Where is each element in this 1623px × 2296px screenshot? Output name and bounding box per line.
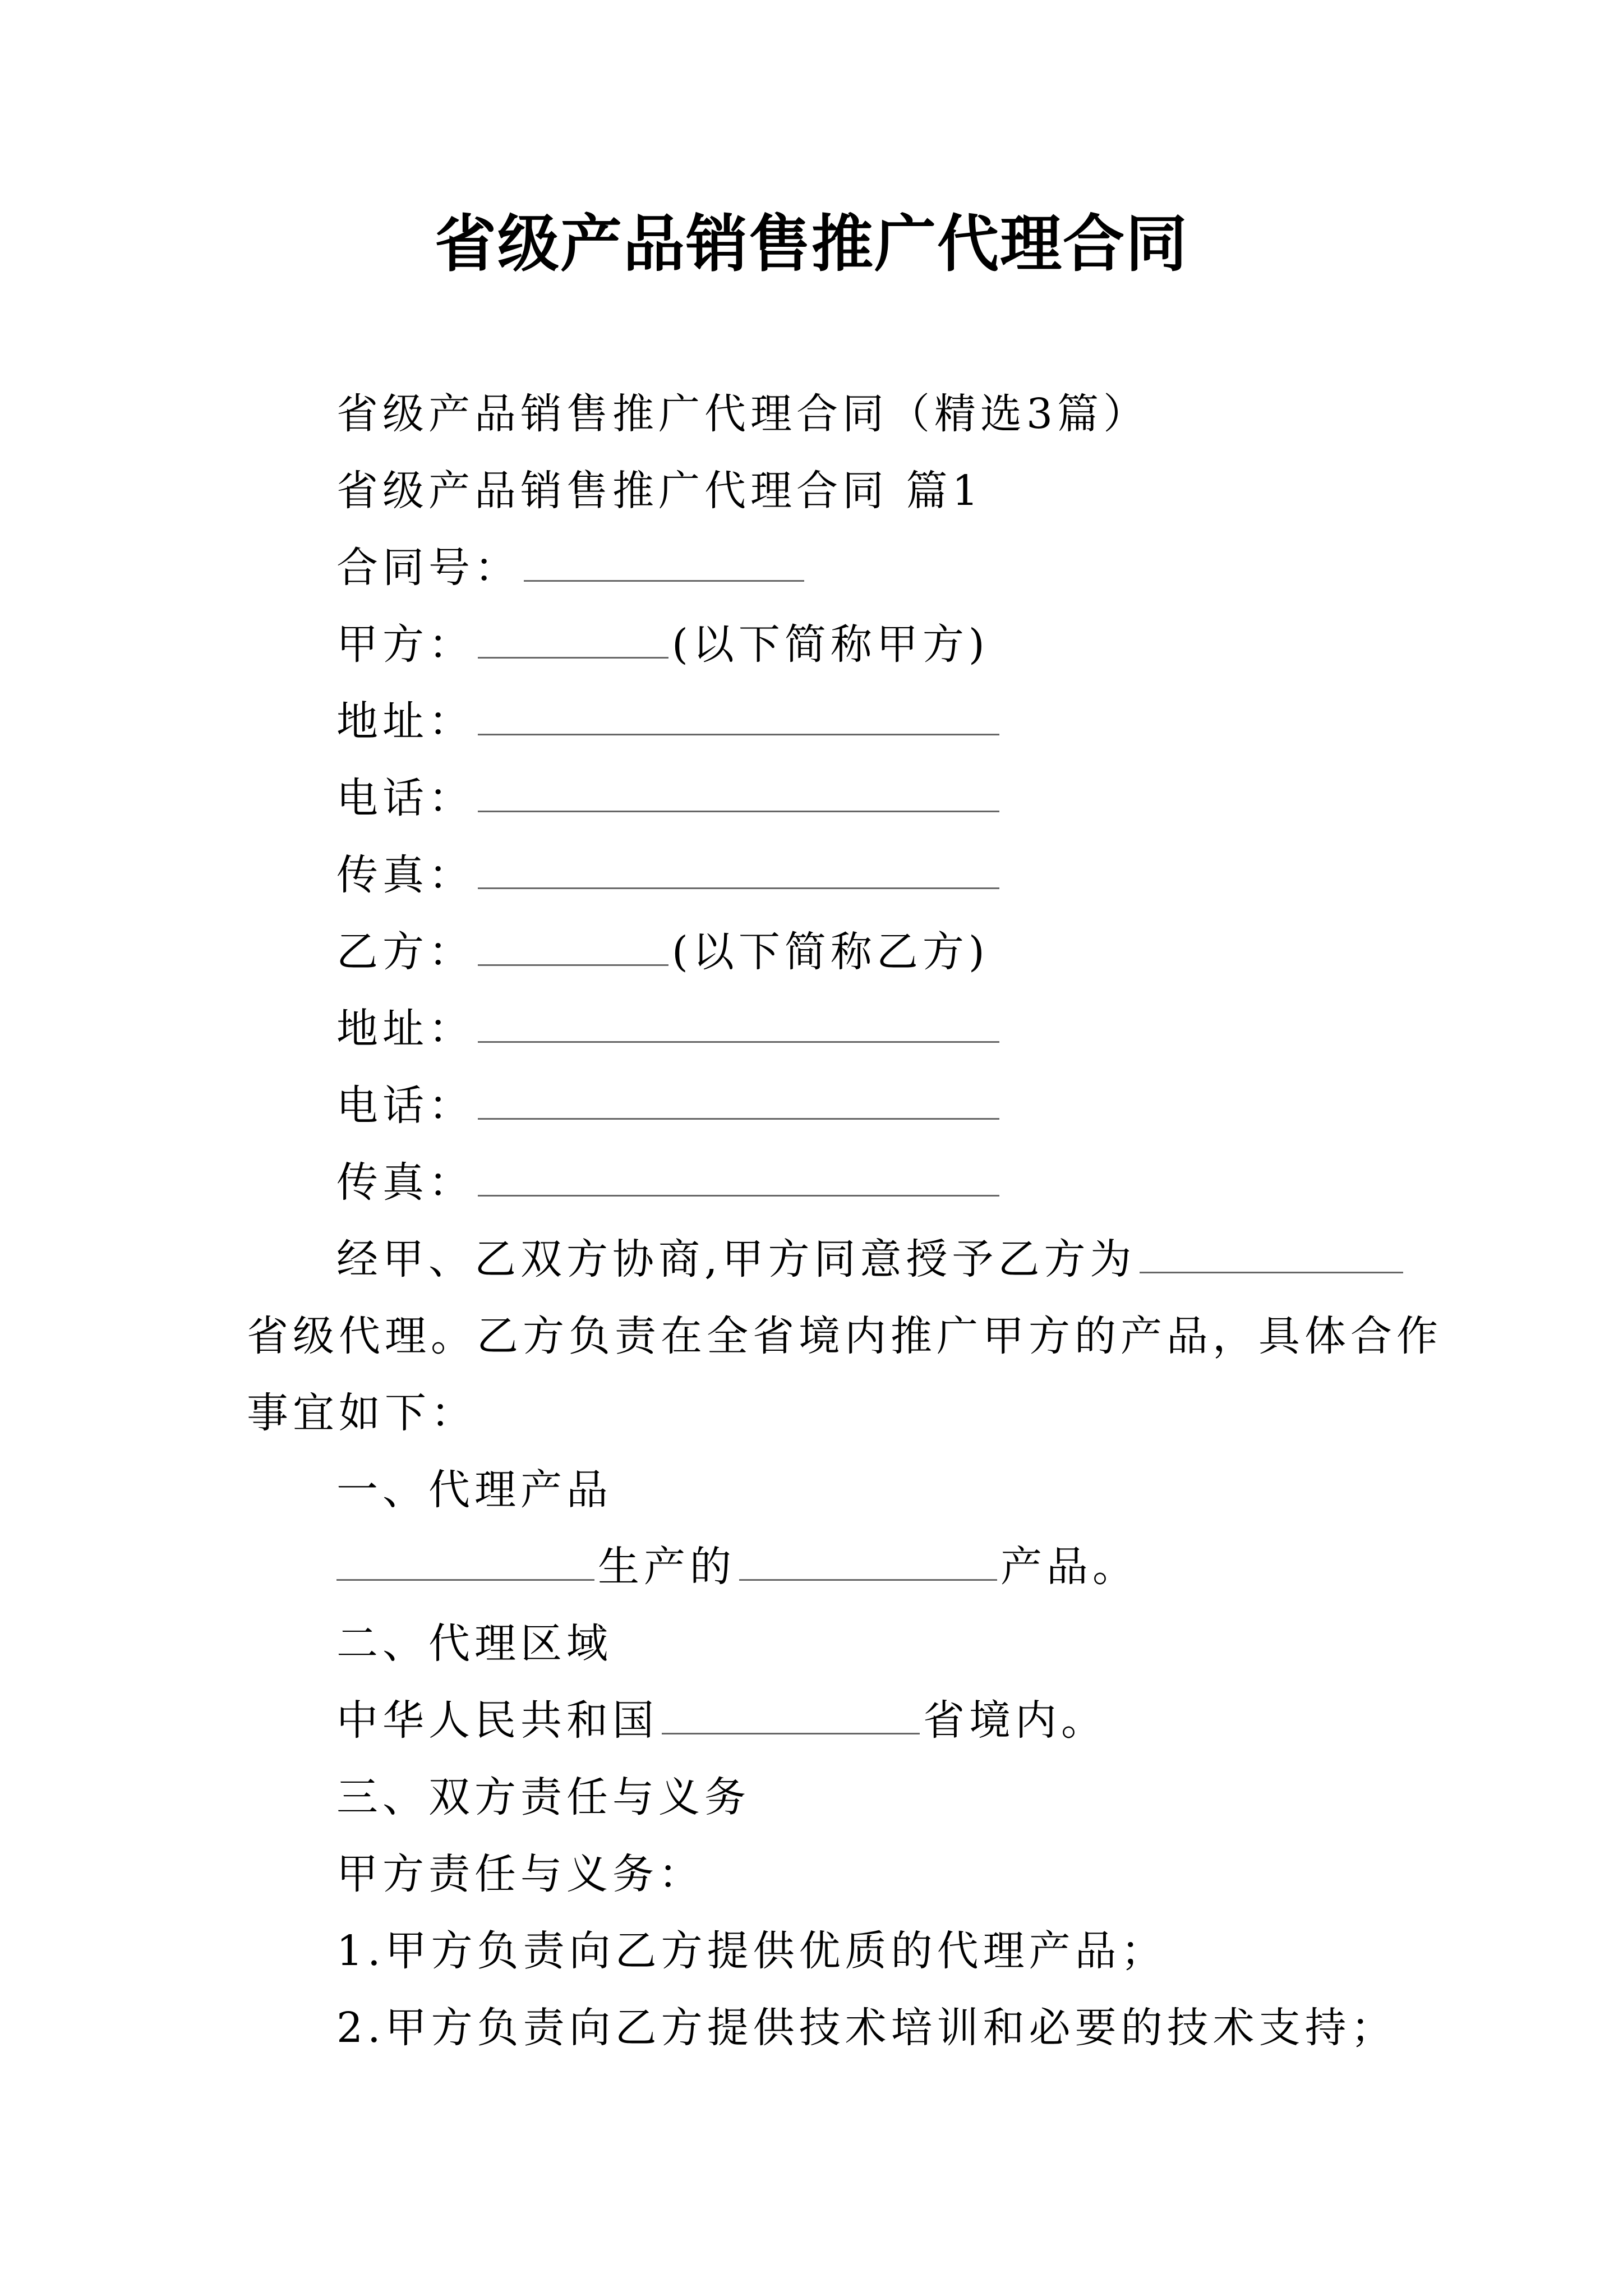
section-3-heading: 三、双方责任与义务 (336, 1773, 750, 1821)
party-a-blank (478, 618, 668, 659)
party-a-phone-line (336, 770, 1003, 826)
party-a-phone-blank (478, 771, 999, 812)
section-1-text-b: 产品。 (1000, 1543, 1138, 1591)
party-a-line (336, 616, 989, 673)
party-b-phone-line (336, 1078, 1003, 1134)
party-b-fax-label: 传真： (336, 1158, 474, 1207)
party-b-fax-line (336, 1154, 1003, 1211)
section-3-item-2: 2.甲方负责向乙方提供技术培训和必要的技术支持； (336, 2004, 1397, 2052)
province-blank (662, 1694, 920, 1734)
contract-no-line (336, 540, 808, 596)
party-a-suffix: (以下简称甲方) (672, 620, 989, 669)
part-heading: 省级产品销售推广代理合同 篇1 (336, 467, 983, 515)
party-a-label: 甲方： (336, 620, 474, 669)
party-b-address-line (336, 1001, 1003, 1057)
document-title: 省级产品销售推广代理合同 (435, 208, 1188, 280)
party-a-phone-label: 电话： (336, 774, 474, 822)
intro-line-3: 事宜如下： (247, 1389, 477, 1437)
intro-text-1: 经甲、乙双方协商,甲方同意授予乙方为 (336, 1235, 1136, 1283)
contract-no-label: 合同号： (336, 544, 520, 592)
party-b-phone-label: 电话： (336, 1082, 474, 1130)
section-1-body (336, 1539, 1138, 1595)
party-a-fax-label: 传真： (336, 851, 474, 899)
intro-line-1 (336, 1231, 1407, 1287)
product-blank (739, 1540, 997, 1581)
party-b-address-blank (478, 1002, 999, 1043)
party-b-phone-blank (478, 1079, 999, 1120)
party-b-line (336, 924, 989, 980)
party-a-address-label: 地址： (336, 697, 474, 746)
section-3-subheading: 甲方责任与义务： (336, 1850, 704, 1898)
section-1-heading: 一、代理产品 (336, 1466, 612, 1514)
intro-line-2: 省级代理。乙方负责在全省境内推广甲方的产品，具体合作 (247, 1312, 1442, 1360)
section-1-text-a: 生产的 (598, 1543, 736, 1591)
party-a-fax-blank (478, 848, 999, 889)
section-2-heading: 二、代理区域 (336, 1619, 612, 1668)
party-a-address-blank (478, 694, 999, 735)
manufacturer-blank (336, 1540, 594, 1581)
section-2-body (336, 1692, 1107, 1749)
intro-blank (1140, 1232, 1403, 1273)
document-subtitle: 省级产品销售推广代理合同（精选3篇） (336, 390, 1150, 438)
party-b-address-label: 地址： (336, 1005, 474, 1053)
section-3-item-1: 1.甲方负责向乙方提供优质的代理产品； (336, 1927, 1167, 1975)
party-a-fax-line (336, 847, 1003, 903)
party-b-blank (478, 925, 668, 966)
party-a-address-line (336, 693, 1003, 749)
party-b-label: 乙方： (336, 928, 474, 976)
section-2-text-b: 省境内。 (923, 1696, 1107, 1745)
contract-no-blank (524, 541, 804, 582)
party-b-fax-blank (478, 1156, 999, 1197)
section-2-text-a: 中华人民共和国 (336, 1696, 658, 1745)
party-b-suffix: (以下简称乙方) (672, 928, 989, 976)
